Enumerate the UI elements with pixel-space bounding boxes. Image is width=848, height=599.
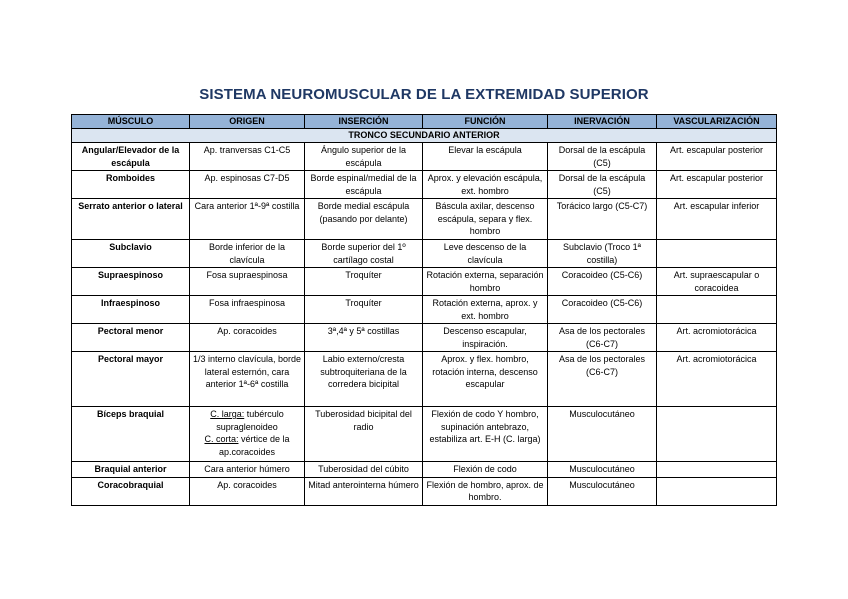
cell-musculo: Subclavio — [72, 240, 190, 268]
cell-funcion: Báscula axilar, descenso escápula, separa y flex. hombro — [423, 199, 548, 240]
cell-origen: Fosa supraespinosa — [190, 268, 305, 296]
cell-vascularizacion: Art. acromiotorácica — [657, 324, 777, 352]
cell-inervacion: Torácico largo (C5-C7) — [548, 199, 657, 240]
cell-funcion: Descenso escapular, inspiración. — [423, 324, 548, 352]
table-row — [72, 324, 777, 352]
muscle-table — [71, 114, 777, 506]
cell-funcion: Rotación externa, aprox. y ext. hombro — [423, 296, 548, 324]
table-row — [72, 268, 777, 296]
cell-vascularizacion: Art. escapular inferior — [657, 199, 777, 240]
cell-musculo: Coracobraquial — [72, 477, 190, 505]
cell-funcion: Elevar la escápula — [423, 143, 548, 171]
table-row — [72, 171, 777, 199]
cell-origen: 1/3 interno clavícula, borde lateral esternón, cara anterior 1ª-6ª costilla — [190, 352, 305, 407]
cell-funcion: Flexión de codo — [423, 462, 548, 478]
cell-musculo: Pectoral menor — [72, 324, 190, 352]
cell-funcion: Flexión de codo Y hombro, supinación antebrazo, estabiliza art. E-H (C. larga) — [423, 407, 548, 462]
cell-musculo: Braquial anterior — [72, 462, 190, 478]
short-head-label: C. corta: — [204, 434, 239, 444]
cell-inervacion: Musculocutáneo — [548, 462, 657, 478]
cell-funcion: Aprox. y elevación escápula, ext. hombro — [423, 171, 548, 199]
cell-musculo: Bíceps braquial — [72, 407, 190, 462]
cell-vascularizacion — [657, 407, 777, 462]
cell-inervacion: Dorsal de la escápula (C5) — [548, 171, 657, 199]
cell-inervacion: Asa de los pectorales (C6-C7) — [548, 324, 657, 352]
cell-vascularizacion — [657, 240, 777, 268]
cell-insercion: Borde medial escápula (pasando por delante) — [305, 199, 423, 240]
cell-musculo: Angular/Elevador de la escápula — [72, 143, 190, 171]
cell-vascularizacion: Art. escapular posterior — [657, 143, 777, 171]
cell-insercion: Mitad anterointerna húmero — [305, 477, 423, 505]
header-insercion: INSERCIÓN — [305, 115, 423, 129]
cell-inervacion: Musculocutáneo — [548, 407, 657, 462]
cell-vascularizacion — [657, 462, 777, 478]
cell-insercion: 3ª,4ª y 5ª costillas — [305, 324, 423, 352]
cell-inervacion: Coracoideo (C5-C6) — [548, 268, 657, 296]
cell-origen: Borde inferior de la clavícula — [190, 240, 305, 268]
cell-funcion: Aprox. y flex. hombro, rotación interna, descenso escapular — [423, 352, 548, 407]
cell-insercion: Troquíter — [305, 296, 423, 324]
cell-origen: Ap. coracoides — [190, 477, 305, 505]
table-row — [72, 352, 777, 407]
table-row — [72, 477, 777, 505]
cell-funcion: Flexión de hombro, aprox. de hombro. — [423, 477, 548, 505]
table-row — [72, 240, 777, 268]
table-row — [72, 407, 777, 462]
cell-musculo: Serrato anterior o lateral — [72, 199, 190, 240]
cell-musculo: Romboides — [72, 171, 190, 199]
cell-origen: Ap. coracoides — [190, 324, 305, 352]
cell-origen: Cara anterior húmero — [190, 462, 305, 478]
cell-funcion: Leve descenso de la clavícula — [423, 240, 548, 268]
header-vascularizacion: VASCULARIZACIÓN — [657, 115, 777, 129]
cell-vascularizacion: Art. escapular posterior — [657, 171, 777, 199]
cell-insercion: Ángulo superior de la escápula — [305, 143, 423, 171]
section-row — [72, 129, 777, 143]
cell-inervacion: Dorsal de la escápula (C5) — [548, 143, 657, 171]
cell-inervacion: Asa de los pectorales (C6-C7) — [548, 352, 657, 407]
cell-musculo: Infraespinoso — [72, 296, 190, 324]
cell-insercion: Labio externo/cresta subtroquiteriana de la corredera bicipital — [305, 352, 423, 407]
cell-vascularizacion — [657, 477, 777, 505]
cell-insercion: Troquíter — [305, 268, 423, 296]
cell-insercion: Borde superior del 1º cartílago costal — [305, 240, 423, 268]
cell-origen: Ap. espinosas C7-D5 — [190, 171, 305, 199]
cell-origen: Fosa infraespinosa — [190, 296, 305, 324]
table-row — [72, 462, 777, 478]
table-row — [72, 296, 777, 324]
cell-vascularizacion: Art. acromiotorácica — [657, 352, 777, 407]
origen-long-head — [192, 408, 302, 433]
origen-short-head — [192, 433, 302, 458]
cell-inervacion: Musculocutáneo — [548, 477, 657, 505]
cell-funcion: Rotación externa, separación hombro — [423, 268, 548, 296]
header-musculo: MÚSCULO — [72, 115, 190, 129]
page-title: SISTEMA NEUROMUSCULAR DE LA EXTREMIDAD SUPERIOR — [199, 86, 649, 103]
table-row — [72, 143, 777, 171]
header-origen: ORIGEN — [190, 115, 305, 129]
long-head-text: tubérculo supraglenoideo — [216, 409, 284, 432]
cell-inervacion: Coracoideo (C5-C6) — [548, 296, 657, 324]
cell-origen: Ap. tranversas C1-C5 — [190, 143, 305, 171]
cell-vascularizacion: Art. supraescapular o coracoidea — [657, 268, 777, 296]
header-inervacion: INERVACIÓN — [548, 115, 657, 129]
long-head-label: C. larga: — [210, 409, 245, 419]
cell-musculo: Pectoral mayor — [72, 352, 190, 407]
section-title: TRONCO SECUNDARIO ANTERIOR — [72, 129, 777, 143]
cell-insercion: Tuberosidad bicipital del radio — [305, 407, 423, 462]
cell-origen — [190, 407, 305, 462]
table-row — [72, 199, 777, 240]
header-row — [72, 115, 777, 129]
cell-insercion: Tuberosidad del cúbito — [305, 462, 423, 478]
short-head-text: vértice de la ap.coracoides — [218, 434, 290, 457]
cell-vascularizacion — [657, 296, 777, 324]
cell-inervacion: Subclavio (Troco 1ª costilla) — [548, 240, 657, 268]
header-funcion: FUNCIÓN — [423, 115, 548, 129]
cell-musculo: Supraespinoso — [72, 268, 190, 296]
cell-origen: Cara anterior 1ª-9ª costilla — [190, 199, 305, 240]
cell-insercion: Borde espinal/medial de la escápula — [305, 171, 423, 199]
